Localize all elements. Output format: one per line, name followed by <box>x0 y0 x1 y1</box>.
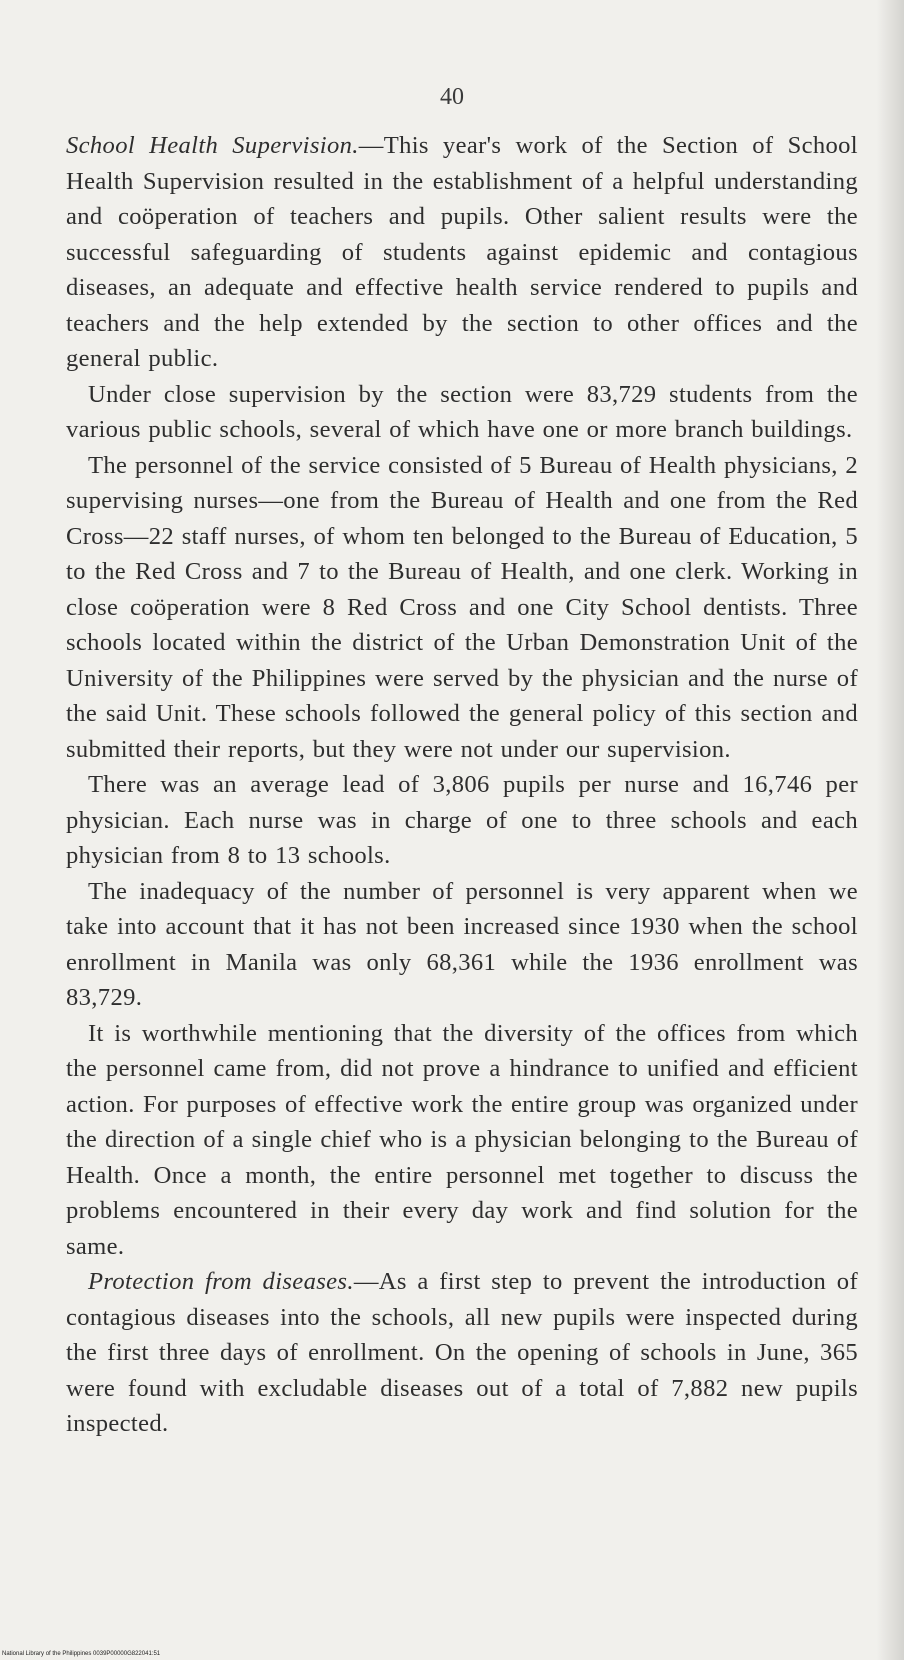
page-number: 40 <box>440 84 464 110</box>
paragraph-text: —As a first step to prevent the introduction of contagious diseases into the schools, all new pupils were inspected during the first three days of enrollment. On the opening of schools in June, 365 were found with excludable diseases out of a total of 7,882 new pupils inspected. <box>66 1268 858 1437</box>
paragraph-inadequacy: The inadequacy of the number of personnel is very apparent when we take into account that it has not been increased since 1930 when the school enrollment in Manila was only 68,361 while the 1936 enrollment was 83,729. <box>66 877 858 1011</box>
paragraph-diversity-of-offices: It is worthwhile mentioning that the diversity of the offices from which the personnel came from, did not prove a hindrance to unified and efficient action. For purposes of effective work the entire group was organized under the direction of a single chief who is a physician belonging to the Bureau of Health. Once a month, the entire personnel met together to discuss the problems encountered in their every day work and find solution for the same. <box>66 1019 858 1260</box>
paragraph-text: —This year's work of the Section of School Health Supervision resulted in the establishment of a helpful understanding and coöperation of teachers and pupils. Other salient results were the successful safeguarding of students against epidemic and contagious diseases, an adequate and effective health service rendered to pupils and teachers and the help extended by the section to other offices and the general public. <box>66 132 858 372</box>
library-footer: National Library of the Philippines 0039P00000G822041:51 <box>2 1651 161 1657</box>
body-text <box>66 128 858 1442</box>
paragraph-school-health-supervision <box>66 128 858 377</box>
section-heading-school-health-supervision: School Health Supervision. <box>66 132 359 159</box>
section-heading-protection-from-diseases: Protection from diseases. <box>88 1268 354 1295</box>
paragraph-protection-from-diseases <box>66 1264 858 1442</box>
page-edge-shadow <box>876 0 904 1660</box>
paragraph-close-supervision: Under close supervision by the section were 83,729 students from the various public schools, several of which have one or more branch buildings. <box>66 380 858 443</box>
paragraph-average-load: There was an average lead of 3,806 pupils per nurse and 16,746 per physician. Each nurse was in charge of one to three schools and each physician from 8 to 13 schools. <box>66 771 858 869</box>
paragraph-personnel: The personnel of the service consisted of 5 Bureau of Health physicians, 2 supervising nurses—one from the Bureau of Health and one from the Red Cross—22 staff nurses, of whom ten belonged to the Bureau of Education, 5 to the Red Cross and 7 to the Bureau of Health, and one clerk. Working in close coöperation were 8 Red Cross and one City School dentists. Three schools located within the district of the Urban Demonstration Unit of the University of the Philippines were served by the physician and the nurse of the said Unit. These schools followed the general policy of this section and submitted their reports, but they were not under our supervision. <box>66 451 858 763</box>
